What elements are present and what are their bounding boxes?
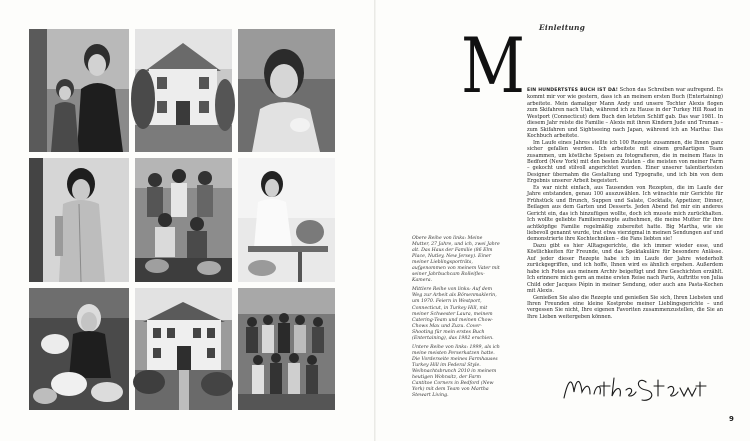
caption-middle-row: Mittlere Reihe von links: Auf dem Weg zur Arbeit als Börsenmaklerin, um 1970. Feiern in Westport, Connecticut, in Turkey Hill, mit meiner Schwester Laura, meinem Catering-Team und meinen Chow-Chows Max und Zuzu. Cover-Shooting für mein erstes Buch (Entertaining), das 1982 erschien.: [412, 287, 497, 341]
intro-lead: EIN HUNDERTSTES BUCH IST DA!: [527, 88, 619, 93]
intro-paragraph-1: Schon das Schreiben war aufregend. Es kommt mir vor wie gestern, dass ich an meinem ersten Buch (Entertaining) arbeitete. Mein damaliger Mann Andy und unsere Tochter Alexis flogen zum Skifahren nach Utah, während ich zu Hause in der Turkey Hill Road in Westport (Connecticut) dem Buch den letzten Schliff gab. Das war 1981. In diesem Jahr reiste die Familie – Alexis mit ihren Kindern Jude und Truman – zum Skifahren und Sightseeing nach Japan, während ich an Martha: Das Kochbuch arbeitete.: [527, 87, 723, 140]
book-gutter: [374, 0, 376, 441]
intro-paragraph-3: Es war nicht einfach, aus Tausenden von Rezepten, die im Laufe der Jahre entstanden, genau 100 auszuwählen. Ich wünschte mir Gerichte für Frühstück und Brunch, Suppen und Salate, Cocktails, Appetizer, Dinner, Beilagen aus dem Garten und Desserts. Jeden Abend fiel mir ein anderes Gericht ein, das ich hinzufügen wollte, doch ich musste mich zurückhalten. Ich wollte geliebte Familienrezepte aufnehmen, die meine Mutter für ihre achtköpfige Familie regelmäßig zubereitet hatte. Big Martha, wie sie liebevoll genannt wurde, trat etwa vierzigmal in meinen Sendungen auf und demonstrierte ihre Kochtechniken – die Fans liebten sie!: [527, 184, 723, 243]
svg-text:M: M: [461, 21, 525, 110]
group-celebration-photo: [135, 158, 232, 282]
woman-in-trenchcoat-photo: [29, 158, 129, 282]
photo-captions: [412, 236, 500, 402]
christmas-team-photo: [238, 288, 335, 410]
caption-bottom-row: Untere Reihe von links: 1999, als ich meine meisten Perserkatzen hatte. Die Vorderseite meines Farmhauses Turkey Hill im Federal Style. Weihnachtsbrunch 2010 in meinem heutigen Wohnsitz, der Farm Cantitoe Corners in Bedford (New York) mit dem Team von Martha Stewart Living.: [412, 344, 500, 399]
intro-paragraph-2: Im Laufe eines Jahres stellte ich 100 Rezepte zusammen, die Ihnen ganz sicher gefallen werden. Ich arbeitete mit einem großartigen Team zusammen, um köstliche Speisen zu fotografieren, die in meinem Haus in Bedford (New York) mit den besten Zutaten – die meisten von meiner Farm – gekocht und stilvoll angerichtet wurden. Einer unserer talentiertesten Designer übernahm die Gestaltung und Typografie, und ich bin von dem Ergebnis unserer Arbeit begeistert.: [527, 139, 723, 185]
intro-text: [527, 87, 723, 320]
woman-with-cats-photo: [29, 288, 129, 410]
caption-top-row: Obere Reihe von links: Meine Mutter, 27 Jahre, und ich, zwei Jahre alt. Das Haus der Familie (86 Elm Place, Nutley, New Jersey). Einer meiner Lieblingsporträts, aufgenommen von meinem Vater mit seiner Jahrbuchcam Rolleiflex-Kamera.: [412, 236, 500, 284]
intro-paragraph-5: Genießen Sie also die Rezepte und genießen Sie sich, Ihren Liebsten und Ihren Freunden eine kleine Kostprobe meiner Lieblingsgerichte – und vergessen Sie nicht, Ihre eigenen Favoriten zusammenzustellen, die Sie an Ihre Lieben weitergeben können.: [527, 294, 723, 320]
mother-and-child-photo: [29, 29, 129, 152]
drop-cap-letter: [461, 21, 527, 110]
author-signature: [560, 372, 710, 406]
intro-paragraph-4: Dazu gibt es hier Alltagsgerichte, die ich immer wieder esse, und Köstlichkeiten für Freunde, und das Spektakuläre für besondere Anlässe. Auf jeder dieser Rezepte habe ich im Laufe der Jahre wiederholt zurückgegriffen, und ich hoffe, Ihnen wird es ähnlich ergehen. Außerdem habe ich Fotos aus meinem Archiv beigefügt und ihre Geschichten erzählt. Ich erinnere mich gern an meine ersten Reise nach Paris, Auftritte von Julia Child oder Jacques Pépin in meiner Sendung, oder auch ans Pasta-Kochen mit Alexis.: [527, 242, 723, 295]
book-cover-shoot-photo: [238, 158, 335, 282]
chapter-title: Einleitung: [539, 23, 586, 32]
family-house-photo: [135, 29, 232, 152]
farmhouse-photo: [135, 288, 232, 410]
page-number: 9: [729, 415, 734, 423]
intro-paragraph: [527, 87, 723, 140]
girl-portrait-photo: [238, 29, 335, 152]
